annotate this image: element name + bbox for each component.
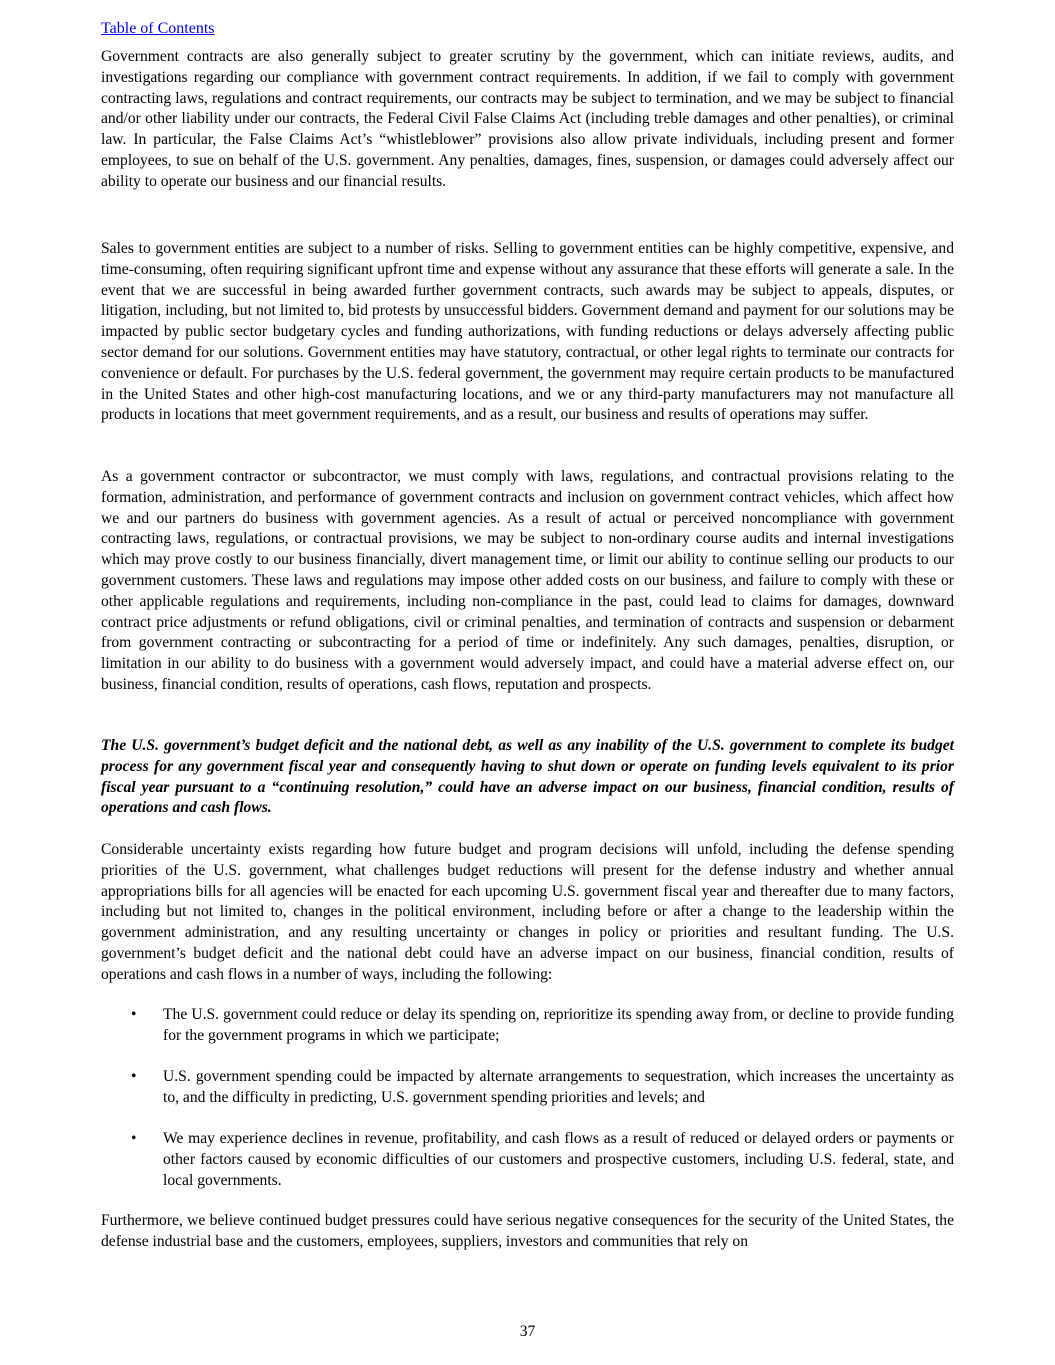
paragraph-government-contracts-scrutiny: Government contracts are also generally subject to greater scrutiny by the government, which can initiate reviews, audits, and investigations regarding our compliance with government contract requirements. In addition, if we fail to comply with government contracting laws, regulations and contract requirements, our contracts may be subject to termination, and we may be subject to financial and/or other liability under our contracts, the Federal Civil False Claims Act (including treble damages and other penalties), or criminal law. In particular, the False Claims Act’s “whistleblower” provisions also allow private individuals, including present and former employees, to sue on behalf of the U.S. government. Any penalties, damages, fines, suspension, or damages could adversely affect our ability to operate our business and our financial results. — [101, 48, 954, 190]
bullet-icon: • — [131, 1006, 137, 1023]
paragraph-contractor-compliance: As a government contractor or subcontractor, we must comply with laws, regulations, and contractual provisions relating to the formation, administration, and performance of government contracts and inclusion on government contract vehicles, which affect how we and our partners do business with government agencies. As a result of actual or perceived noncompliance with government contracting laws, regulations, or contractual provisions, we may be subject to non-ordinary course audits and internal investigations which may prove costly to our business financially, divert management time, or limit our ability to continue selling our products to our government customers. These laws and regulations may impose other added costs on our business, and failure to comply with these or other applicable regulations and requirements, including non-compliance in the past, could lead to claims for damages, downward contract price adjustments or refund obligations, civil or criminal penalties, and termination of contracts and suspension or debarment from government contracting or subcontracting for a period of time or indefinitely. Any such damages, penalties, disruption, or limitation in our ability to do business with a government would adversely impact, and could have a material adverse effect on, our business, financial condition, results of operations, cash flows, reputation and prospects. — [101, 468, 954, 693]
paragraph-budget-uncertainty: Considerable uncertainty exists regarding how future budget and program decisions will unfold, including the defense spending priorities of the U.S. government, what challenges budget reductions will present for the defense industry and whether annual appropriations bills for all agencies will be enacted for each upcoming U.S. government fiscal year and thereafter due to many factors, including but not limited to, changes in the political environment, including before or after a change to the leadership within the government administration, and any resulting uncertainty or changes in policy or priorities and resultant funding. The U.S. government’s budget deficit and the national debt could have an adverse impact on our business, financial condition, results of operations and cash flows in a number of ways, including the following: — [101, 841, 954, 983]
bullet-list-item — [101, 1005, 954, 1047]
bullet-list-item — [101, 1129, 954, 1191]
risk-factor-heading: The U.S. government’s budget deficit and the national debt, as well as any inability of the U.S. government to complete its budget process for any government fiscal year and consequently having to shut down or operate on funding levels equivalent to its prior fiscal year pursuant to a “continuing resolution,” could have an adverse impact on our business, financial condition, results of operations and cash flows. — [101, 737, 954, 817]
bullet-text: U.S. government spending could be impacted by alternate arrangements to sequestration, which increases the uncertainty as to, and the difficulty in predicting, U.S. government spending priorities and levels; and — [163, 1068, 954, 1106]
page-number: 37 — [519, 1323, 536, 1340]
table-of-contents-link[interactable]: Table of Contents — [101, 20, 215, 37]
bullet-list-item — [101, 1067, 954, 1109]
bullet-text: We may experience declines in revenue, profitability, and cash flows as a result of reduced or delayed orders or payments or other factors caused by economic difficulties of our customers and prospective customers, including U.S. federal, state, and local governments. — [163, 1130, 954, 1189]
bullet-icon: • — [131, 1068, 137, 1085]
bullet-icon: • — [131, 1130, 137, 1147]
bullet-text: The U.S. government could reduce or delay its spending on, reprioritize its spending away from, or decline to provide funding for the government programs in which we participate; — [163, 1006, 954, 1044]
paragraph-sales-risks: Sales to government entities are subject to a number of risks. Selling to government entities can be highly competitive, expensive, and time-consuming, often requiring significant upfront time and expense without any assurance that these efforts will generate a sale. In the event that we are successful in being awarded further government contracts, such awards may be subject to appeals, disputes, or litigation, including, but not limited to, bid protests by unsuccessful bidders. Government demand and payment for our solutions may be impacted by public sector budgetary cycles and funding authorizations, with funding reductions or delays adversely affecting public sector demand for our solutions. Government entities may have statutory, contractual, or other legal rights to terminate our contracts for convenience or default. For purchases by the U.S. federal government, the government may require certain products to be manufactured in the United States and other high-cost manufacturing locations, and we or any third-party manufacturers may not manufacture all products in locations that meet government requirements, and as a result, our business and results of operations may suffer. — [101, 240, 954, 424]
paragraph-budget-pressures: Furthermore, we believe continued budget pressures could have serious negative consequences for the security of the United States, the defense industrial base and the customers, employees, suppliers, investors and communities that rely on — [101, 1212, 954, 1250]
